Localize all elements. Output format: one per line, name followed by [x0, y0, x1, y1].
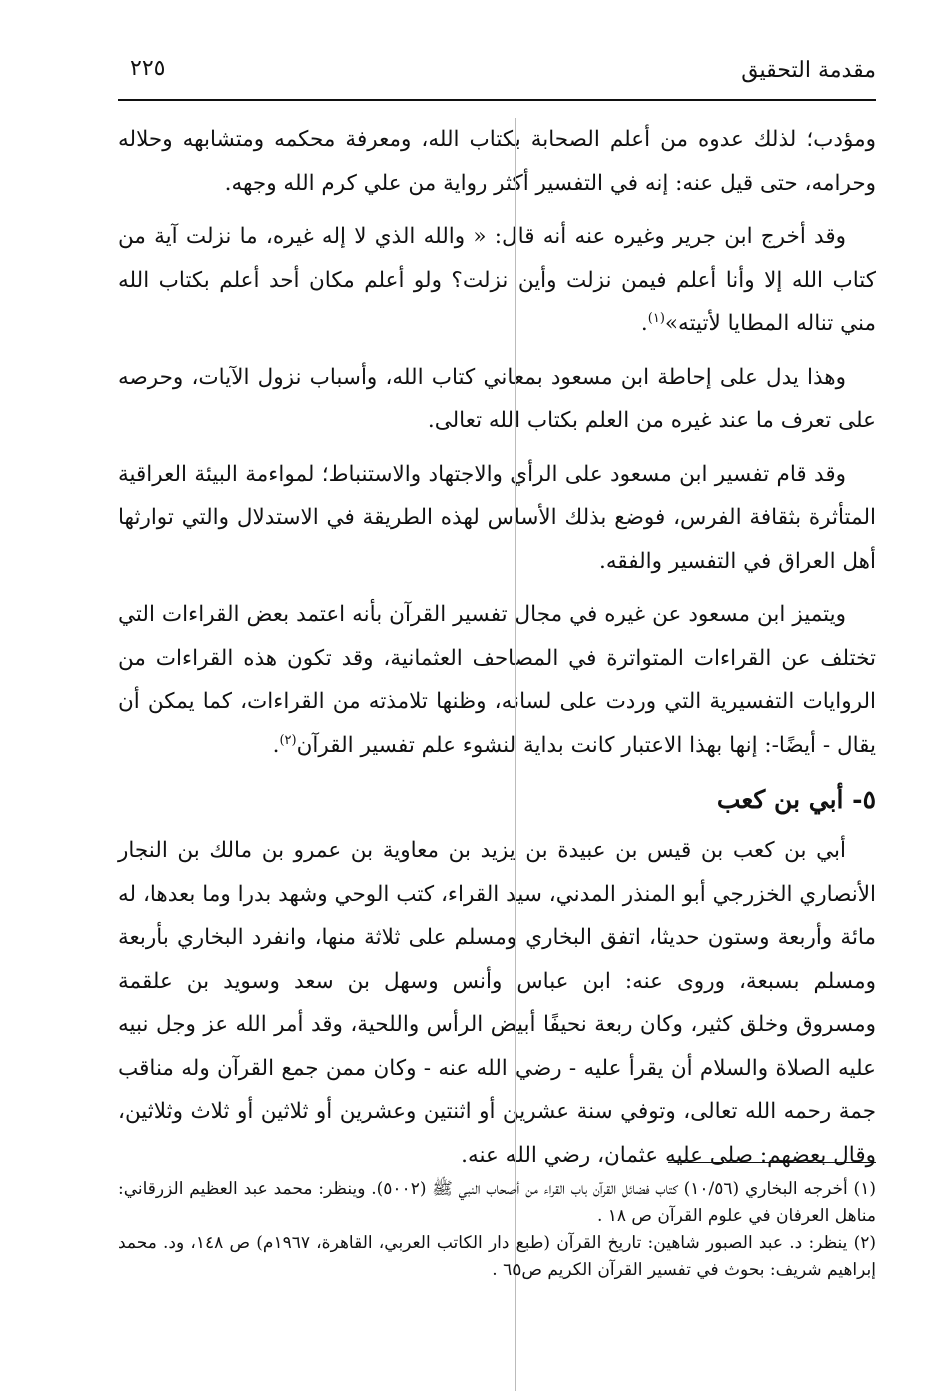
- paragraph-1: ومؤدب؛ لذلك عدوه من أعلم الصحابة بكتاب الله، ومعرفة محكمه ومتشابهه وحلاله وحرامه، حتى قيل عنه: إنه في التفسير أكثر رواية من علي كرم الله وجهه.: [118, 127, 876, 196]
- header-rule: [118, 99, 876, 101]
- page-header: [118, 52, 876, 98]
- page-number: ٢٢٥: [130, 56, 166, 81]
- paragraph-2: وقد أخرج ابن جرير وغيره عنه أنه قال: « والله الذي لا إله غيره، ما نزلت آية من كتاب الله إلا وأنا أعلم فيمن نزلت وأين نزلت؟ ولو أعلم مكان أحد أعلم بكتاب الله مني تناله المطايا لأتيته»$^{(١)}$.: [118, 224, 876, 336]
- footnote-1: (١) أخرجه البخاري (١٠/٥٦) كتاب فضائل القرآن باب القراء من أصحاب النبي ﷺ (٥٠٠٢). وينظر: محمد عبد العظيم الزرقاني: مناهل العرفان في علوم القرآن ص ١٨ .: [118, 1179, 876, 1226]
- running-header-title: مقدمة التحقيق: [741, 58, 876, 83]
- footnote-rule: [668, 1162, 876, 1163]
- footnotes: [118, 1176, 876, 1284]
- section-heading: ٥- أبي بن كعب: [716, 785, 876, 814]
- paragraph-2-text: وقد أخرج ابن جرير وغيره عنه أنه قال: « والله الذي لا إله غيره، ما نزلت آية من كتاب الله إلا وأنا أعلم فيمن نزلت وأين نزلت؟ ولو أعلم مكان أحد أعلم بكتاب الله مني تناله المطايا لأتيته»: [118, 224, 876, 336]
- paragraph-5-text: ويتميز ابن مسعود عن غيره في مجال تفسير القرآن بأنه اعتمد بعض القراءات التي تختلف عن القراءات المتواترة في المصاحف العثمانية، وقد تكون هذه القراءات من الروايات التفسيرية التي وردت على لسانه، وظنها تلامذته من القراءات، كما يمكن أن يقال - أيضًا-: إنها بهذا الاعتبار كانت بداية لنشوء علم تفسير القرآن: [118, 602, 876, 758]
- footnote-2: (٢) ينظر: د. عبد الصبور شاهين: تاريخ القرآن (طبع دار الكاتب العربي، القاهرة، ١٩٦٧م) ص ١٤٨، ود. محمد إبراهيم شريف: بحوث في تفسير القرآن الكريم ص٦٥ .: [118, 1233, 876, 1280]
- paragraph-4: وقد قام تفسير ابن مسعود على الرأي والاجتهاد والاستنباط؛ لمواءمة البيئة العراقية المتأثرة بثقافة الفرس، فوضع بذلك الأساس لهذه الطريقة في الاستدلال والتي توارثها أهل العراق في التفسير والفقه.: [118, 461, 876, 574]
- footnote-ref-1: (١): [647, 310, 665, 326]
- paragraph-5: ويتميز ابن مسعود عن غيره في مجال تفسير القرآن بأنه اعتمد بعض القراءات التي تختلف عن القراءات المتواترة في المصاحف العثمانية، وقد تكون هذه القراءات من الروايات التفسيرية التي وردت على لسانه، وظنها تلامذته من القراءات، كما يمكن أن يقال - أيضًا-: إنها بهذا الاعتبار كانت بداية لنشوء علم تفسير القرآن$^{(٢)}$.: [118, 602, 876, 758]
- paragraph-3: وهذا يدل على إحاطة ابن مسعود بمعاني كتاب الله، وأسباب نزول الآيات، وحرصه على تعرف ما عند غيره من العلم بكتاب الله تعالى.: [118, 364, 876, 433]
- footnote-ref-2: (٢): [279, 732, 297, 748]
- section-paragraph: أبي بن كعب بن قيس بن عبيدة بن يزيد بن معاوية بن عمرو بن مالك بن النجار الأنصاري الخزرجي أبو المنذر المدني، سيد القراء، كتب الوحي وشهد بدرا وما بعدها، له مائة وأربعة وستون حديثا، اتفق البخاري ومسلم على ثلاثة منها، وانفرد البخاري بأربعة ومسلم بسبعة، وروى عنه: ابن عباس وأنس وسهل بن سعد وسويد بن علقمة ومسروق وخلق كثير، وكان ربعة نحيفًا أبيض الرأس واللحية، وقد أمر الله عز وجل نبيه عليه الصلاة والسلام أن يقرأ عليه - رضي الله عنه - وكان ممن جمع القرآن وله مناقب جمة رحمه الله تعالى، وتوفي سنة عشرين أو اثنتين وعشرين أو ثلاثين أو ثلاث وثلاثين، وقال بعضهم: صلى عليه عثمان، رضي الله عنه.: [118, 838, 876, 1168]
- main-text: [118, 118, 876, 1187]
